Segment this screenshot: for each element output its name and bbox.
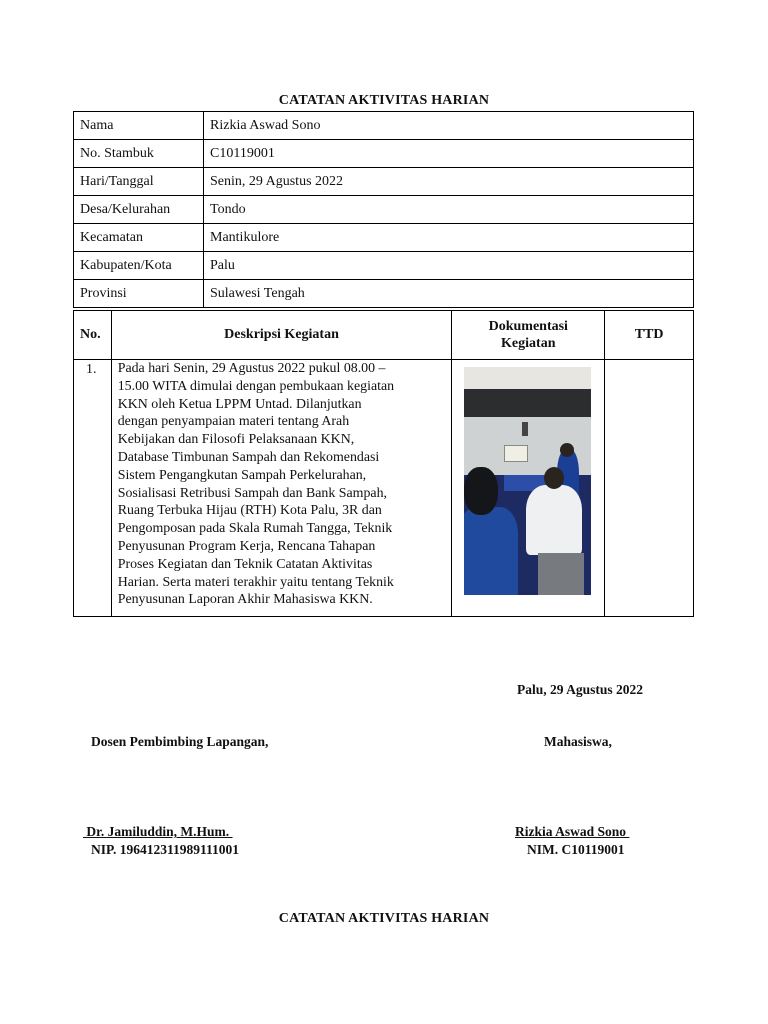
description-line: Sosialisasi Retribusi Sampah dan Bank Sampah, [117, 485, 388, 501]
student-role: Mahasiswa, [544, 734, 612, 749]
description-line: Proses Kegiatan dan Teknik Catatan Aktivitas [117, 556, 373, 572]
description-line: Penyusunan Laporan Akhir Mahasiswa KKN. [117, 592, 373, 608]
table-row [74, 140, 694, 168]
header-ttd: TTD [605, 311, 694, 360]
activity-description [111, 360, 452, 617]
supervisor-name: Dr. Jamiluddin, M.Hum. [83, 824, 233, 839]
value-nama: Rizkia Aswad Sono [204, 112, 694, 140]
description-line: Pengomposan pada Skala Rumah Tangga, Teknik [117, 521, 393, 537]
documentation-cell [452, 360, 605, 617]
header-dokumentasi [452, 311, 605, 360]
value-provinsi: Sulawesi Tengah [204, 280, 694, 308]
place-date: Palu, 29 Agustus 2022 [517, 682, 644, 697]
description-line: Sistem Pengangkutan Sampah Perkelurahan, [117, 467, 367, 483]
table-header-row [74, 311, 694, 360]
label-kabupaten: Kabupaten/Kota [74, 252, 204, 280]
description-line: Kebijakan dan Filosofi Pelaksanaan KKN, [117, 432, 355, 448]
photo-chair [538, 553, 584, 595]
description-line: Database Timbunan Sampah dan Rekomendasi [117, 449, 380, 465]
table-row [74, 112, 694, 140]
label-desa: Desa/Kelurahan [74, 196, 204, 224]
label-kecamatan: Kecamatan [74, 224, 204, 252]
photo-white-shirt-person [526, 485, 582, 555]
value-desa: Tondo [204, 196, 694, 224]
student-nim: NIM. C10119001 [527, 842, 625, 857]
next-page-title: CATATAN AKTIVITAS HARIAN [278, 911, 490, 926]
header-dokumentasi-line2: Kegiatan [501, 336, 556, 351]
photo-beam [464, 389, 591, 417]
page-title: CATATAN AKTIVITAS HARIAN [278, 93, 490, 108]
label-hari-tanggal: Hari/Tanggal [74, 168, 204, 196]
label-nama: Nama [74, 112, 204, 140]
description-line: KKN oleh Ketua LPPM Untad. Dilanjutkan [117, 396, 362, 412]
header-dokumentasi-line1: Dokumentasi [488, 319, 568, 334]
student-name: Rizkia Aswad Sono [515, 824, 630, 839]
description-line: dengan penyampaian materi tentang Arah [117, 414, 350, 430]
description-line: Pada hari Senin, 29 Agustus 2022 pukul 08.00 – [117, 361, 386, 376]
supervisor-role: Dosen Pembimbing Lapangan, [91, 734, 269, 749]
identity-table [73, 111, 694, 308]
value-hari-tanggal: Senin, 29 Agustus 2022 [204, 168, 694, 196]
table-row [74, 196, 694, 224]
activity-photo [464, 367, 591, 595]
signature-cell [605, 360, 694, 617]
photo-ceiling [464, 367, 591, 389]
table-row [74, 224, 694, 252]
table-row [74, 252, 694, 280]
value-stambuk: C10119001 [204, 140, 694, 168]
table-row [74, 360, 694, 617]
description-line: Ruang Terbuka Hijau (RTH) Kota Palu, 3R dan [117, 503, 382, 519]
label-provinsi: Provinsi [74, 280, 204, 308]
value-kecamatan: Mantikulore [204, 224, 694, 252]
label-stambuk: No. Stambuk [74, 140, 204, 168]
photo-foreground-head [464, 467, 498, 515]
activity-table [73, 310, 694, 617]
table-row [74, 280, 694, 308]
description-line: Harian. Serta materi terakhir yaitu tentang Teknik [117, 574, 394, 590]
row-number: 1. [74, 360, 112, 617]
supervisor-nip: NIP. 196412311989111001 [91, 842, 240, 857]
photo-screen [504, 445, 528, 462]
header-no: No. [74, 311, 112, 360]
value-kabupaten: Palu [204, 252, 694, 280]
photo-projector [522, 422, 528, 436]
photo-foreground-person [464, 507, 518, 595]
table-row [74, 168, 694, 196]
description-line: Penyusunan Program Kerja, Rencana Tahapan [117, 538, 376, 554]
header-deskripsi: Deskripsi Kegiatan [111, 311, 452, 360]
description-line: 15.00 WITA dimulai dengan pembukaan kegiatan [117, 378, 395, 394]
